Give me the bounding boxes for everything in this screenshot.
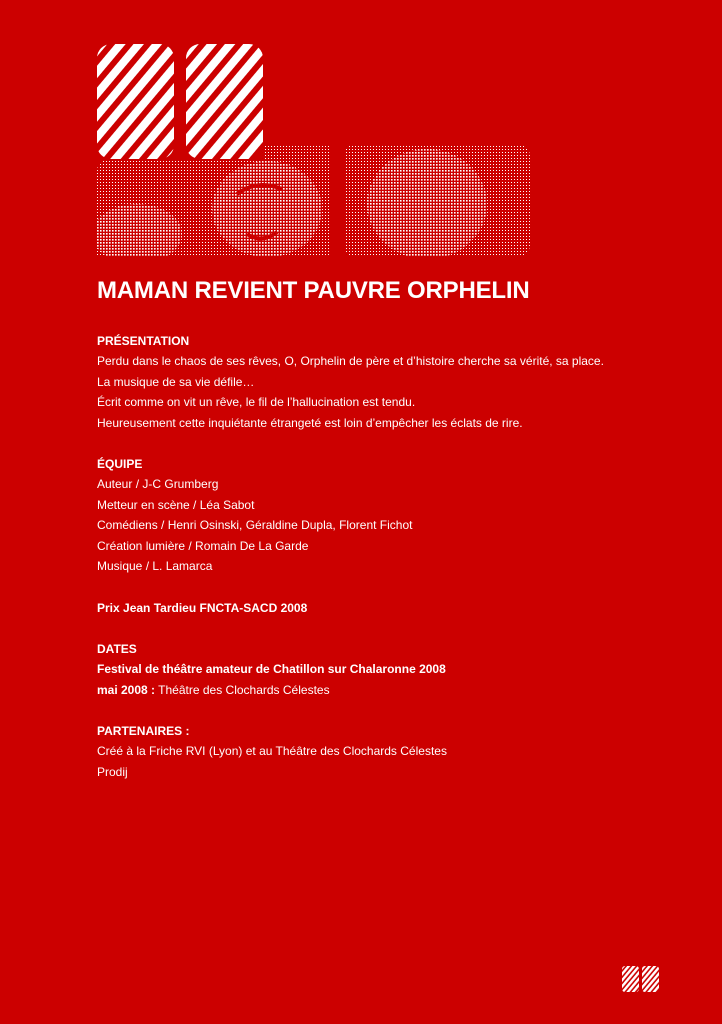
presentation-line: Heureusement cette inquiétante étrangeté est loin d’empêcher les éclats de rire.: [97, 415, 523, 430]
page-title: MAMAN REVIENT PAUVRE ORPHELIN: [97, 277, 530, 304]
equipe-line: Auteur / J-C Grumberg: [97, 477, 219, 491]
hero-image: [97, 44, 530, 257]
presentation-heading: PRÉSENTATION: [97, 334, 190, 348]
festival-text: Festival de théâtre amateur de Chatillon sur Chalaronne 2008: [97, 662, 446, 676]
equipe-line: Metteur en scène / Léa Sabot: [97, 497, 255, 512]
date-value: Théâtre des Clochards Célestes: [155, 682, 330, 697]
partenaires-line: Prodij: [97, 764, 128, 779]
date-line: [97, 680, 657, 701]
equipe-line: Musique / L. Lamarca: [97, 559, 213, 573]
partenaires-line: Créé à la Friche RVI (Lyon) et au Théâtre des Clochards Célestes: [97, 744, 447, 758]
main-content: [97, 276, 657, 782]
award-text: Prix Jean Tardieu FNCTA-SACD 2008: [97, 600, 308, 615]
partenaires-heading: PARTENAIRES :: [97, 724, 190, 738]
striped-squares-logo-icon: [622, 966, 660, 992]
stripe-block-left: [97, 44, 174, 159]
equipe-line: Création lumière / Romain De La Garde: [97, 538, 309, 553]
presentation-line: Perdu dans le chaos de ses rêves, O, Orphelin de père et d’histoire cherche sa vérité, sa place.: [97, 354, 604, 368]
stripe-block-right: [186, 44, 263, 159]
equipe-line: Comédiens / Henri Osinski, Géraldine Dupla, Florent Fichot: [97, 518, 413, 532]
presentation-line: La musique de sa vie défile…: [97, 374, 255, 389]
dates-heading: DATES: [97, 642, 137, 656]
date-label: mai 2008 :: [97, 682, 156, 697]
presentation-line: Écrit comme on vit un rêve, le fil de l’hallucination est tendu.: [97, 395, 416, 409]
equipe-heading: ÉQUIPE: [97, 457, 143, 471]
